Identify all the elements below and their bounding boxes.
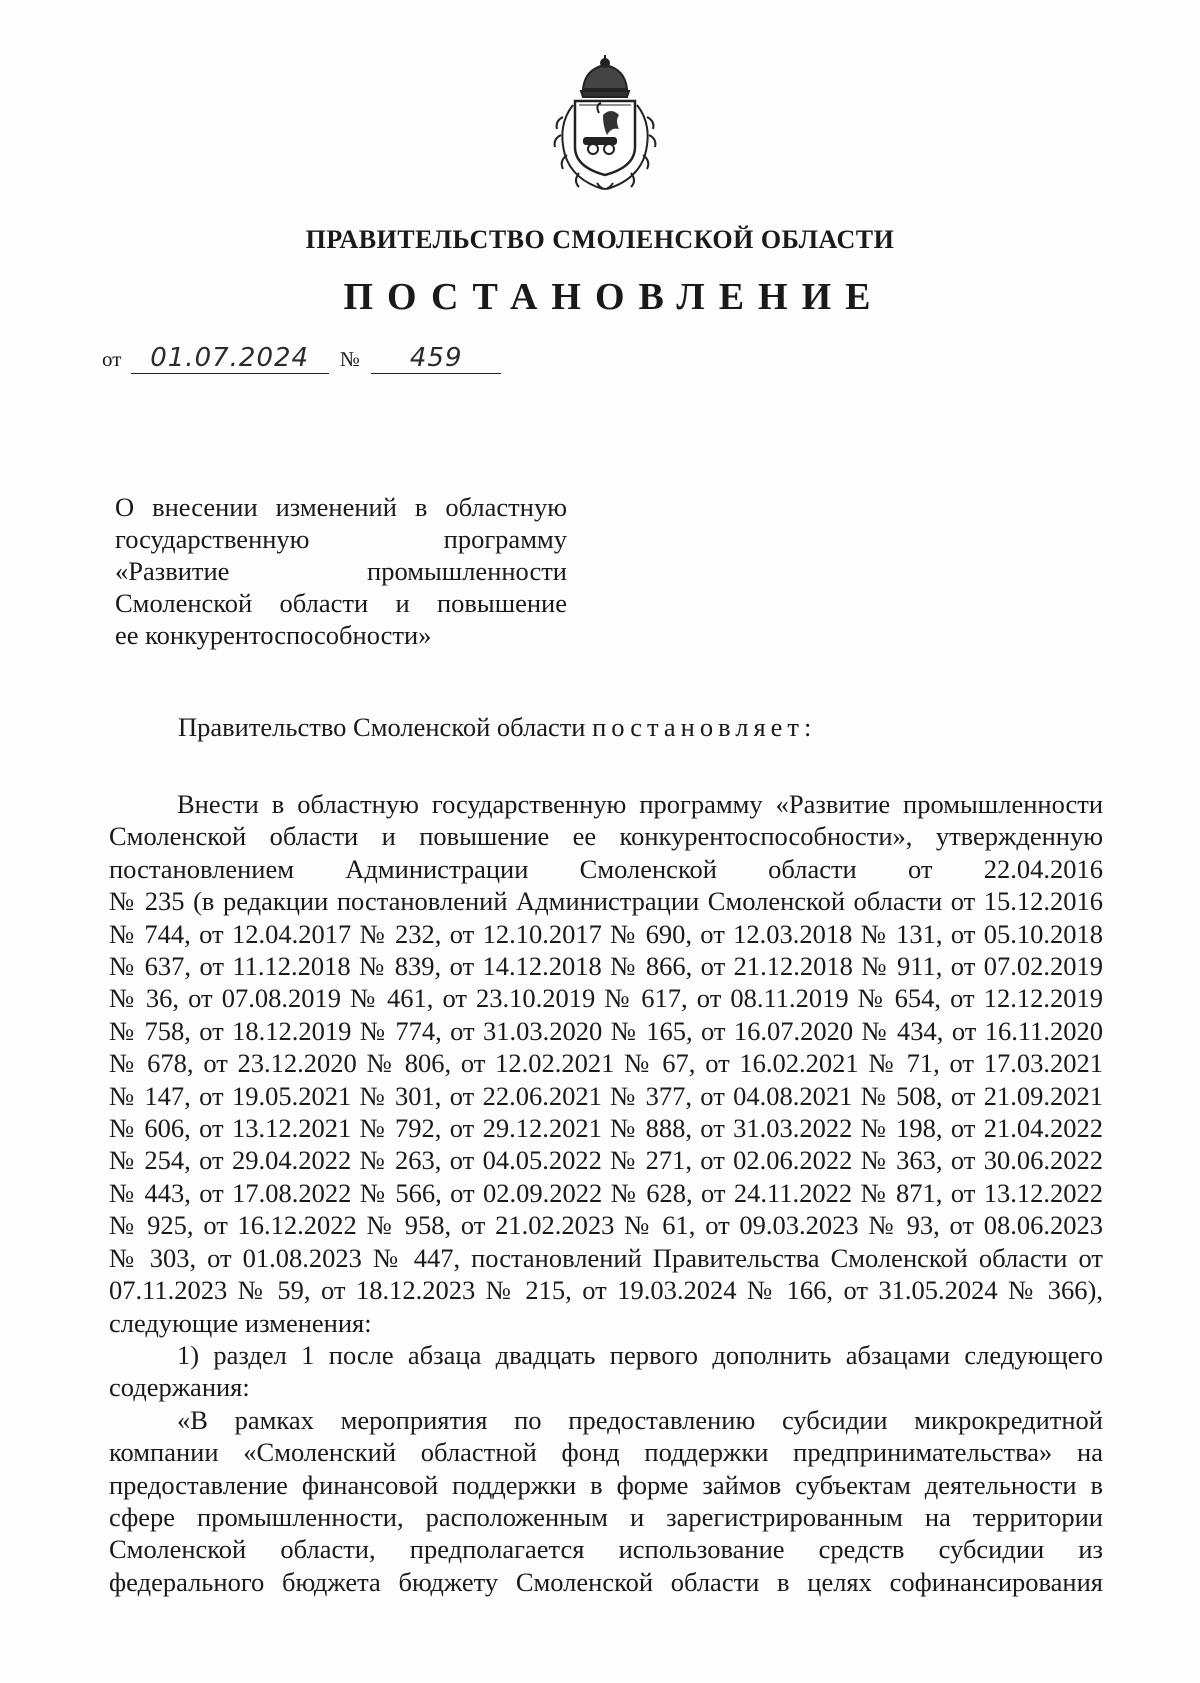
resolution-clause — [178, 712, 816, 743]
smolensk-coat-of-arms-icon — [545, 55, 665, 195]
body-line: компании «Смоленский областной фонд поддержки предпринимательства» на — [109, 1437, 1103, 1468]
body-line: № 758, от 18.12.2019 № 774, от 31.03.2020 № 165, от 16.07.2020 № 434, от 16.11.2020 — [109, 1015, 1103, 1046]
resolution-verb: постановляет: — [592, 712, 817, 742]
body-line: № 606, от 13.12.2021 № 792, от 29.12.2021 № 888, от 31.03.2022 № 198, от 21.04.2022 — [109, 1113, 1103, 1144]
body-line: № 147, от 19.05.2021 № 301, от 22.06.2021 № 377, от 04.08.2021 № 508, от 21.09.2021 — [109, 1080, 1103, 1111]
subject-line: ее конкурентоспособности» — [115, 620, 432, 650]
body-line: Смоленской области, предполагается использование средств субсидии из — [109, 1534, 1103, 1565]
body-line: № 637, от 11.12.2018 № 839, от 14.12.2018 № 866, от 21.12.2018 № 911, от 07.02.2019 — [109, 951, 1103, 982]
document-date: 01.07.2024 — [131, 343, 329, 374]
body-line: Внести в областную государственную программу «Развитие промышленности — [177, 789, 1103, 819]
body-line: следующие изменения: — [109, 1307, 372, 1338]
document-number: 459 — [371, 343, 501, 374]
body-line: постановлением Администрации Смоленской области от 22.04.2016 — [109, 853, 1103, 884]
resolution-prefix: Правительство Смоленской области — [178, 712, 593, 742]
body-line: № 678, от 23.12.2020 № 806, от 12.02.2021 № 67, от 16.02.2021 № 71, от 17.03.2021 — [109, 1048, 1103, 1079]
from-label: от — [102, 347, 122, 371]
subject-line: Смоленской области и повышение — [115, 588, 567, 618]
body-line: федерального бюджета бюджету Смоленской области в целях софинансирования — [109, 1566, 1103, 1597]
body-line: 1) раздел 1 после абзаца двадцать первого дополнить абзацами следующего — [177, 1339, 1103, 1370]
number-label: № — [339, 347, 360, 371]
body-line: № 235 (в редакции постановлений Администрации Смоленской области от 15.12.2016 — [109, 886, 1103, 917]
body-line: № 925, от 16.12.2022 № 958, от 21.02.2023 № 61, от 09.03.2023 № 93, от 08.06.2023 — [109, 1210, 1103, 1241]
document-type-title: ПОСТАНОВЛЕНИЕ — [343, 276, 885, 318]
body-line: № 443, от 17.08.2022 № 566, от 02.09.2022 № 628, от 24.11.2022 № 871, от 13.12.2022 — [109, 1177, 1103, 1208]
subject-line: О внесении изменений в областную — [115, 492, 567, 522]
body-line: 07.11.2023 № 59, от 18.12.2023 № 215, от 19.03.2024 № 166, от 31.05.2024 № 366), — [109, 1275, 1103, 1306]
body-line: содержания: — [109, 1372, 250, 1403]
body-line: № 36, от 07.08.2019 № 461, от 23.10.2019 № 617, от 08.11.2019 № 654, от 12.12.2019 — [109, 983, 1103, 1014]
body-line: № 303, от 01.08.2023 № 447, постановлений Правительства Смоленской области от — [109, 1242, 1103, 1273]
subject-line: «Развитие промышленности — [115, 556, 567, 586]
subject-line: государственную программу — [115, 524, 567, 554]
body-line: Смоленской области и повышение ее конкурентоспособности», утвержденную — [109, 821, 1103, 852]
organization-title: ПРАВИТЕЛЬСТВО СМОЛЕНСКОЙ ОБЛАСТИ — [305, 225, 895, 254]
body-line: сфере промышленности, расположенным и зарегистрированным на территории — [109, 1501, 1103, 1532]
body-text — [109, 788, 1103, 1598]
body-line: № 254, от 29.04.2022 № 263, от 04.05.2022 № 271, от 02.06.2022 № 363, от 30.06.2022 — [109, 1145, 1103, 1176]
body-line: «В рамках мероприятия по предоставлению субсидии микрокредитной — [177, 1404, 1103, 1435]
body-line: предоставление финансовой поддержки в форме займов субъектам деятельности в — [109, 1469, 1103, 1500]
subject-block — [115, 491, 567, 651]
body-line: № 744, от 12.04.2017 № 232, от 12.10.2017 № 690, от 12.03.2018 № 131, от 05.10.2018 — [109, 918, 1103, 949]
date-number-line — [102, 343, 501, 374]
